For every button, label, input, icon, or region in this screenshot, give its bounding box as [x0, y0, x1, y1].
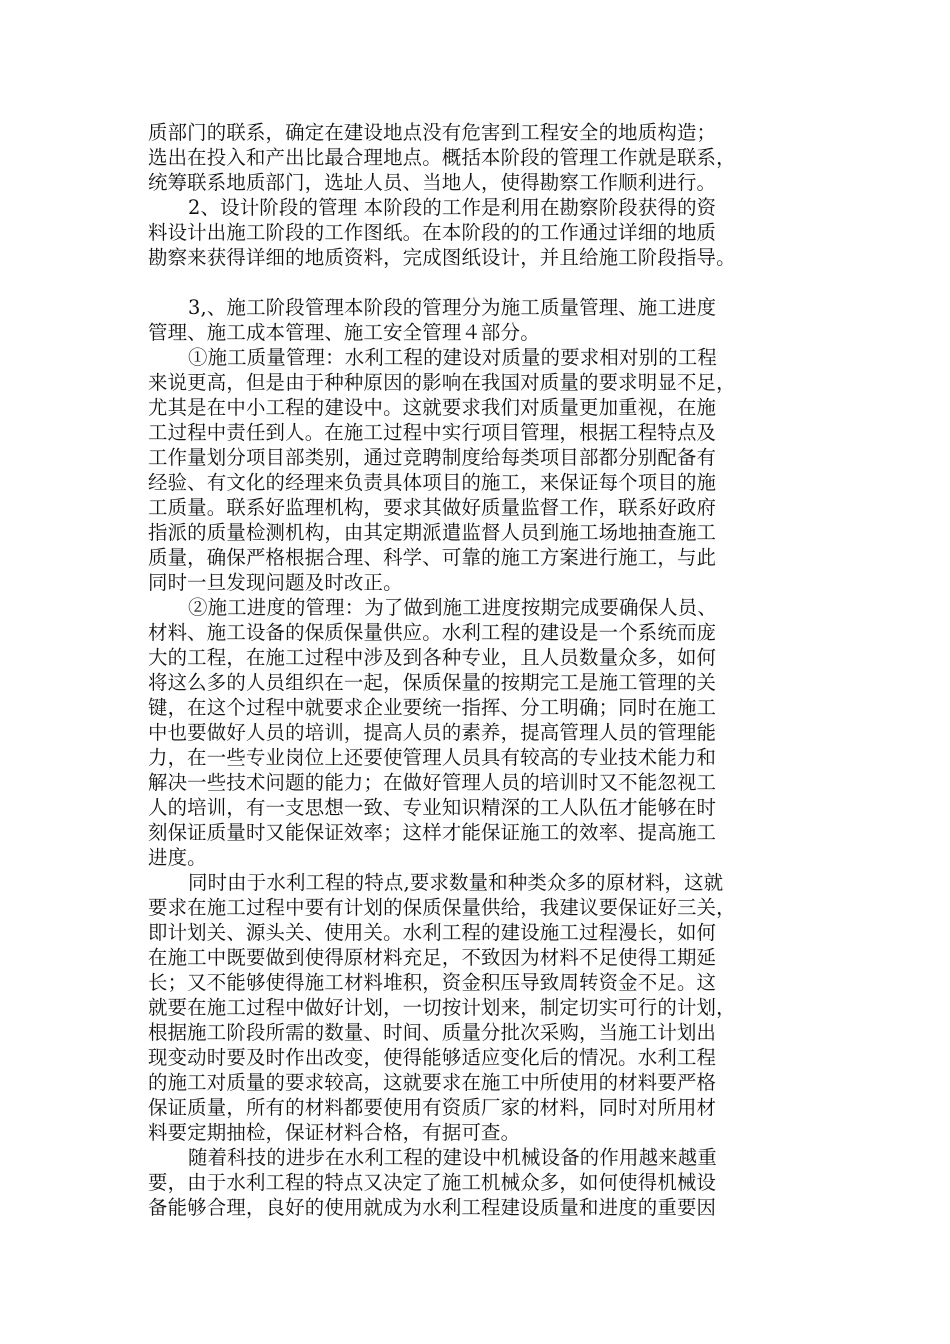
text-line: 要求在施工过程中要有计划的保质保量供给，我建议要保证好三关，	[148, 896, 736, 919]
text-line: 力，在一些专业岗位上还要使管理人员具有较高的专业技术能力和	[148, 746, 717, 769]
text-line: 来说更高，但是由于种种原因的影响在我国对质量的要求明显不足，	[148, 371, 736, 394]
text-line: 刻保证质量时又能保证效率；这样才能保证施工的效率、提高施工	[148, 821, 717, 844]
text-line: 料要定期抽检，保证材料合格，有据可查。	[148, 1121, 521, 1144]
text-line: 大的工程，在施工过程中涉及到各种专业，且人员数量众多，如何	[148, 646, 717, 669]
paragraph-start-line: ②施工进度的管理：为了做到施工进度按期完成要确保人员、	[188, 596, 717, 619]
text-line: 的施工对质量的要求较高，这就要求在施工中所使用的材料要严格	[148, 1071, 717, 1094]
paragraph-start-line: 同时由于水利工程的特点,要求数量和种类众多的原材料，这就	[188, 871, 724, 894]
text-line: 尤其是在中小工程的建设中。这就要求我们对质量更加重视，在施	[148, 396, 717, 419]
document-body	[148, 120, 804, 1220]
text-line: 质部门的联系，确定在建设地点没有危害到工程安全的地质构造；	[148, 121, 717, 144]
paragraph-start-line: ①施工质量管理：水利工程的建设对质量的要求相对别的工程	[188, 346, 717, 369]
text-line: 经验、有文化的经理来负责具体项目的施工，来保证每个项目的施	[148, 471, 717, 494]
text-line: 长；又不能够使得施工材料堆积，资金积压导致周转资金不足。这	[148, 971, 717, 994]
text-line: 根据施工阶段所需的数量、时间、质量分批次采购，当施工计划出	[148, 1021, 717, 1044]
text-line: 备能够合理，良好的使用就成为水利工程建设质量和进度的重要因	[148, 1196, 717, 1219]
text-line: 料设计出施工阶段的工作图纸。在本阶段的的工作通过详细的地质	[148, 221, 717, 244]
paragraph-start-line: 3,、施工阶段管理本阶段的管理分为施工质量管理、施工进度	[188, 296, 717, 319]
paragraph-start-line: 随着科技的进步在水利工程的建设中机械设备的作用越来越重	[188, 1146, 717, 1169]
text-line: 工过程中责任到人。在施工过程中实行项目管理，根据工程特点及	[148, 421, 717, 444]
text-line: 指派的质量检测机构，由其定期派遣监督人员到施工场地抽查施工	[148, 521, 717, 544]
text-line: 进度。	[148, 846, 207, 869]
text-line: 选出在投入和产出比最合理地点。概括本阶段的管理工作就是联系，	[148, 146, 736, 169]
text-line: 键，在这个过程中就要求企业要统一指挥、分工明确；同时在施工	[148, 696, 717, 719]
text-line: 管理、施工成本管理、施工安全管理４部分。	[148, 321, 540, 344]
text-line: 将这么多的人员组织在一起，保质保量的按期完工是施工管理的关	[148, 671, 717, 694]
text-line: 即计划关、源头关、使用关。水利工程的建设施工过程漫长，如何	[148, 921, 717, 944]
text-line: 同时一旦发现问题及时改正。	[148, 571, 403, 594]
text-line: 统筹联系地质部门，选址人员、当地人，使得勘察工作顺利进行。	[148, 171, 717, 194]
paragraph-gap	[148, 270, 804, 295]
text-line: 解决一些技术问题的能力；在做好管理人员的培训时又不能忽视工	[148, 771, 717, 794]
text-line: 保证质量，所有的材料都要使用有资质厂家的材料，同时对所用材	[148, 1096, 717, 1119]
text-line: 人的培训，有一支思想一致、专业知识精深的工人队伍才能够在时	[148, 796, 717, 819]
text-line: 质量，确保严格根据合理、科学、可靠的施工方案进行施工，与此	[148, 546, 717, 569]
text-line: 材料、施工设备的保质保量供应。水利工程的建设是一个系统而庞	[148, 621, 717, 644]
text-line: 现变动时要及时作出改变，使得能够适应变化后的情况。水利工程	[148, 1046, 717, 1069]
text-line: 就要在施工过程中做好计划，一切按计划来，制定切实可行的计划，	[148, 996, 736, 1019]
paragraph-start-line: 2、设计阶段的管理 本阶段的工作是利用在勘察阶段获得的资	[188, 196, 717, 219]
text-line: 在施工中既要做到使得原材料充足，不致因为材料不足使得工期延	[148, 946, 717, 969]
text-line: 中也要做好人员的培训，提高人员的素养，提高管理人员的管理能	[148, 721, 717, 744]
text-line: 勘察来获得详细的地质资料，完成图纸设计，并且给施工阶段指导。	[148, 246, 736, 269]
text-line: 要，由于水利工程的特点又决定了施工机械众多，如何使得机械设	[148, 1171, 717, 1194]
text-line: 工作量划分项目部类别，通过竞聘制度给每类项目部都分别配备有	[148, 446, 717, 469]
text-line: 工质量。联系好监理机构，要求其做好质量监督工作，联系好政府	[148, 496, 717, 519]
